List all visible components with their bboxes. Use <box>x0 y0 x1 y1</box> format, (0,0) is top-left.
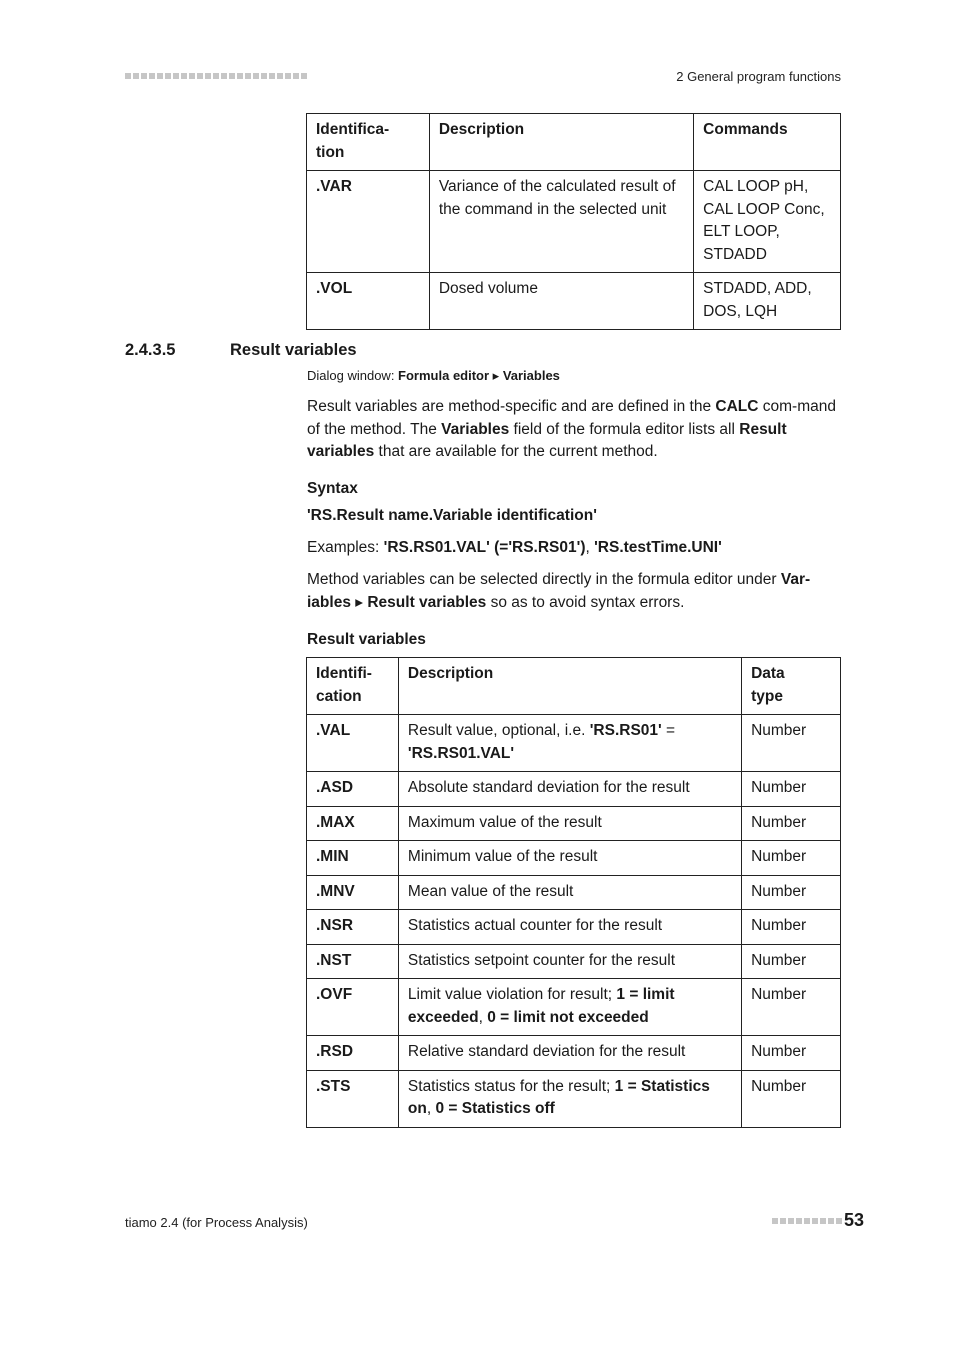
dot-decoration <box>796 1218 802 1224</box>
description-cell: Statistics status for the result; 1 = Statistics on, 0 = Statistics off <box>398 1070 741 1127</box>
dot-decoration <box>197 73 203 79</box>
dot-decoration <box>173 73 179 79</box>
table-header-row <box>307 114 841 171</box>
identification-cell: .RSD <box>307 1036 399 1071</box>
section-number: 2.4.3.5 <box>125 341 176 359</box>
identification-cell: .ASD <box>307 772 399 807</box>
description-cell: Absolute standard deviation for the result <box>398 772 741 807</box>
description-cell: Maximum value of the result <box>398 806 741 841</box>
dot-decoration <box>157 73 163 79</box>
table-row <box>307 772 841 807</box>
data-type-cell: Number <box>742 715 841 772</box>
dot-decoration <box>836 1218 842 1224</box>
syntax-examples: Examples: 'RS.RS01.VAL' (='RS.RS01'), 'RS.testTime.UNI' <box>307 539 722 556</box>
identification-cell: .OVF <box>307 979 399 1036</box>
dot-decoration <box>285 73 291 79</box>
intro-paragraph: Result variables are method-specific and are defined in the CALC com-mand of the method. The Variables field of the formula editor lists all Result variables that are available for the current method. <box>307 398 836 460</box>
syntax-pattern: 'RS.Result name.Variable identification' <box>307 507 597 524</box>
page-number: 53 <box>844 1210 865 1230</box>
table-row <box>307 875 841 910</box>
description-cell: Statistics setpoint counter for the result <box>398 944 741 979</box>
table-row <box>307 910 841 945</box>
table-row <box>307 715 841 772</box>
dot-decoration <box>301 73 307 79</box>
column-header: Identifi- cation <box>307 658 399 715</box>
footer-decoration <box>772 1217 842 1224</box>
column-header: Identifica- tion <box>307 114 430 171</box>
description-cell: Mean value of the result <box>398 875 741 910</box>
commands-cell: CAL LOOP pH, CAL LOOP Conc, ELT LOOP, STDADD <box>694 171 841 273</box>
dot-decoration <box>165 73 171 79</box>
dot-decoration <box>820 1218 826 1224</box>
dot-decoration <box>181 73 187 79</box>
data-type-cell: Number <box>742 772 841 807</box>
dot-decoration <box>269 73 275 79</box>
footer-product: tiamo 2.4 (for Process Analysis) <box>125 1215 308 1230</box>
description-cell: Variance of the calculated result of the command in the selected unit <box>429 171 693 273</box>
description-cell: Statistics actual counter for the result <box>398 910 741 945</box>
dialog-window-path: Dialog window: Formula editor ▸ Variables <box>307 368 560 383</box>
table-row <box>307 841 841 876</box>
table-row <box>307 944 841 979</box>
section-title: Result variables <box>230 341 357 359</box>
identification-cell: .VAR <box>307 171 430 273</box>
dot-decoration <box>780 1218 786 1224</box>
identification-cell: .MNV <box>307 875 399 910</box>
table-row <box>307 171 841 273</box>
identification-cell: .VOL <box>307 273 430 330</box>
dot-decoration <box>237 73 243 79</box>
dot-decoration <box>772 1218 778 1224</box>
data-type-cell: Number <box>742 979 841 1036</box>
identification-cell: .MAX <box>307 806 399 841</box>
column-header: Data type <box>742 658 841 715</box>
dot-decoration <box>804 1218 810 1224</box>
dot-decoration <box>261 73 267 79</box>
table-header-row <box>307 658 841 715</box>
syntax-heading: Syntax <box>307 480 358 497</box>
dot-decoration <box>788 1218 794 1224</box>
dot-decoration <box>253 73 259 79</box>
dot-decoration <box>125 73 131 79</box>
dot-decoration <box>277 73 283 79</box>
dot-decoration <box>205 73 211 79</box>
dot-decoration <box>221 73 227 79</box>
column-header: Description <box>398 658 741 715</box>
data-type-cell: Number <box>742 1070 841 1127</box>
identification-cell: .VAL <box>307 715 399 772</box>
header-decoration <box>125 71 307 81</box>
data-type-cell: Number <box>742 875 841 910</box>
table-row <box>307 806 841 841</box>
table-row <box>307 979 841 1036</box>
dot-decoration <box>189 73 195 79</box>
description-cell: Limit value violation for result; 1 = limit exceeded, 0 = limit not exceeded <box>398 979 741 1036</box>
description-cell: Relative standard deviation for the result <box>398 1036 741 1071</box>
dot-decoration <box>213 73 219 79</box>
dot-decoration <box>149 73 155 79</box>
table-row <box>307 1070 841 1127</box>
dot-decoration <box>141 73 147 79</box>
column-header: Commands <box>694 114 841 171</box>
description-cell: Dosed volume <box>429 273 693 330</box>
column-header: Description <box>429 114 693 171</box>
dot-decoration <box>812 1218 818 1224</box>
identification-cell: .NSR <box>307 910 399 945</box>
dot-decoration <box>828 1218 834 1224</box>
result-variables-table <box>306 657 841 1128</box>
identification-cell: .NST <box>307 944 399 979</box>
identification-cell: .STS <box>307 1070 399 1127</box>
commands-table <box>306 113 841 330</box>
data-type-cell: Number <box>742 944 841 979</box>
dot-decoration <box>293 73 299 79</box>
dot-decoration <box>245 73 251 79</box>
data-type-cell: Number <box>742 841 841 876</box>
data-type-cell: Number <box>742 1036 841 1071</box>
table-title: Result variables <box>307 631 426 648</box>
description-cell: Result value, optional, i.e. 'RS.RS01' = 'RS.RS01.VAL' <box>398 715 741 772</box>
table-row <box>307 1036 841 1071</box>
chapter-title: 2 General program functions <box>676 69 841 84</box>
identification-cell: .MIN <box>307 841 399 876</box>
data-type-cell: Number <box>742 806 841 841</box>
data-type-cell: Number <box>742 910 841 945</box>
dot-decoration <box>133 73 139 79</box>
note-paragraph: Method variables can be selected directly in the formula editor under Var-iables ▸ Result variables so as to avoid syntax errors. <box>307 571 811 611</box>
table-row <box>307 273 841 330</box>
description-cell: Minimum value of the result <box>398 841 741 876</box>
dot-decoration <box>229 73 235 79</box>
commands-cell: STDADD, ADD, DOS, LQH <box>694 273 841 330</box>
